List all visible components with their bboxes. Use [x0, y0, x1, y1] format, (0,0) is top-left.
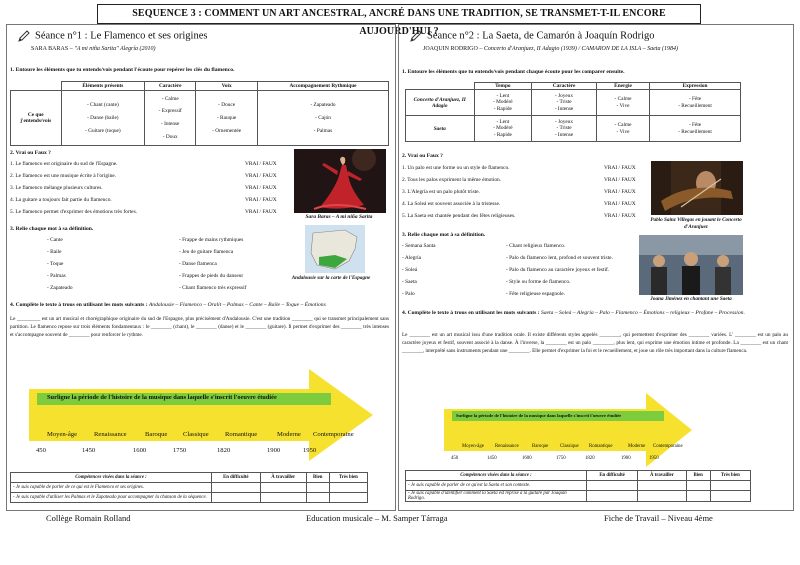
match-definition: - Jeu de guitare flamenca — [179, 249, 234, 255]
match-definition: - Danse flamenca — [179, 261, 217, 267]
left-competences-table: Compétences visées dans la séance : En difficulté À travailler Bien Très bien - Je suis capable de parler de ce qui est le Flamenco et ses origines. - Je suis capable d'utiliser les Palmas et le Zapateado pour accompagner la chanson de la séquence. — [10, 472, 368, 503]
vf-choice[interactable]: VRAI / FAUX — [245, 161, 277, 167]
period-label[interactable]: Classique — [560, 444, 579, 449]
footer-sheet: Fiche de Travail – Niveau 4ème — [604, 513, 713, 523]
vf-statement: 4. La guitare a toujours fait partie du flamenco. — [10, 197, 112, 203]
vf-choice[interactable]: VRAI / FAUX — [604, 213, 636, 219]
period-label[interactable]: Baroque — [145, 431, 168, 438]
match-definition: - Chant religieux flamenco. — [506, 243, 566, 249]
vf-statement: 5. La Saeta est chantée pendant des fêtes religieuses. — [402, 213, 516, 219]
match-definition: - Palo du flamenco au caractère joyeux et festif. — [506, 267, 610, 273]
left-seance-title: Séance n°1 : Le Flamenco et ses origines — [35, 30, 208, 42]
comp-checkbox[interactable] — [306, 483, 329, 493]
period-year: 450 — [36, 447, 46, 454]
comp-checkbox[interactable] — [260, 483, 306, 493]
vf-choice[interactable]: VRAI / FAUX — [245, 209, 277, 215]
right-cloze-text[interactable]: Le ________ est un art musical issu d'une tradition orale. Il existe différents styles appelés ________, qui permettent d'exprimer des ________ variées. L' ________ est un palo au caractère joyeux et festif, souvent associé à la danse. À l'inverse, la ________ est un palo ________, plus lent, qui exprime une émotion intime et profonde. La ________ est un chant ________, interprété sans instruments pendant une ________. Elle permet d'exprimer la foi et le recueillement, et joue un rôle très important dans la culture flamenca. — [402, 332, 788, 355]
right-q1: 1. Entoure les éléments que tu entends/vois pendant chaque écoute pour les comparer ensuite. — [402, 69, 625, 75]
period-year: 1900 — [267, 447, 281, 454]
vf-statement: 3. L'Alegría est un palo plutôt triste. — [402, 189, 480, 195]
left-q1: 1. Entoure les éléments que tu entends/vois pendant l'écoute pour repérer les clés du flamenco. — [10, 67, 235, 73]
match-definition: - Chant flamenco très expressif — [179, 285, 247, 291]
match-word: - Alegría — [402, 255, 422, 261]
right-competences-table: Compétences visées dans la séance : En difficulté À travailler Bien Très bien - Je suis capable de parler de ce qu'est la Saeta et son contexte. - Je suis capable d'identifier comment la Saeta est reprise à la guitare par Joaquín Rodrigo. — [405, 470, 751, 502]
period-label[interactable]: Moyen-âge — [47, 431, 78, 438]
comp-checkbox[interactable] — [710, 481, 750, 491]
left-reference: SARA BARAS – "A mi niña Sarita" Alegría (2010) — [31, 46, 156, 52]
comp-checkbox[interactable] — [212, 483, 261, 493]
period-label[interactable]: Renaissance — [94, 431, 127, 438]
right-seance-title: Séance n°2 : La Saeta, de Camarón à Joaquín Rodrigo — [427, 30, 655, 42]
left-worksheet — [6, 24, 396, 511]
comp-checkbox[interactable] — [686, 491, 710, 502]
left-q3: 3. Relie chaque mot à sa définition. — [10, 226, 94, 232]
right-seance-heading — [409, 29, 655, 43]
vf-statement: 2. Le flamenco est une musique écrite à l'origine. — [10, 173, 117, 179]
period-year: 1820 — [585, 456, 595, 461]
right-q4: 4. Complète le texte à trous en utilisant les mots suivants : Saeta – Soleá – Alegría – Palo – Flamenco – Émotions – religieux – Profane – Procession. — [402, 310, 745, 316]
period-year: 1600 — [133, 447, 147, 454]
right-arrow-title: Surligne la période de l'histoire de la musique dans laquelle s'inscrit l'oeuvre étudiée — [456, 413, 622, 418]
match-definition: - Palo du flamenco lent, profond et souvent triste. — [506, 255, 613, 261]
footer-teacher: Education musicale – M. Samper Tárraga — [306, 513, 448, 523]
left-q4: 4. Complète le texte à trous en utilisant les mots suivants : Andalousie – Flamenco – Oralit – Palmas – Cante – Baile – Toque – Émotions — [10, 302, 326, 308]
period-year: 1950 — [303, 447, 317, 454]
right-worksheet — [398, 24, 794, 511]
right-q3: 3. Relie chaque mot à sa définition. — [402, 232, 486, 238]
left-arrow-title: Surligne la période de l'histoire de la musique dans laquelle s'inscrit l'oeuvre étudiée — [47, 394, 277, 401]
period-label[interactable]: Renaissance — [495, 444, 519, 449]
comp-checkbox[interactable] — [710, 491, 750, 502]
period-year: 1900 — [621, 456, 631, 461]
period-label[interactable]: Contemporaine — [313, 431, 354, 438]
left-seance-heading — [17, 29, 207, 43]
match-word: - Semana Santa — [402, 243, 436, 249]
spain-map — [305, 225, 365, 273]
period-year: 1950 — [649, 456, 659, 461]
vf-statement: 1. Un palo est une forme ou un style de flamenco. — [402, 165, 510, 171]
saeta-singer-photo — [639, 235, 743, 295]
vf-statement: 4. La Soleá est souvent associée à la tristesse. — [402, 201, 501, 207]
period-label[interactable]: Baroque — [532, 444, 549, 449]
vf-choice[interactable]: VRAI / FAUX — [604, 189, 636, 195]
vf-choice[interactable]: VRAI / FAUX — [604, 201, 636, 207]
period-year: 1750 — [173, 447, 187, 454]
match-word: - Palo — [402, 291, 415, 297]
period-label[interactable]: Romantique — [589, 444, 613, 449]
comp-checkbox[interactable] — [638, 491, 686, 502]
period-label[interactable]: Contemporaine — [653, 444, 683, 449]
comp-checkbox[interactable] — [260, 493, 306, 503]
period-year: 450 — [451, 456, 459, 461]
left-q2: 2. Vrai ou Faux ? — [10, 150, 51, 156]
match-word: - Cante — [47, 237, 63, 243]
map-caption: Andalousie sur la carte de l'Espagne — [291, 275, 371, 281]
match-definition: - Frappes de pieds du danseur — [179, 273, 244, 279]
comp-checkbox[interactable] — [686, 481, 710, 491]
right-comparison-table: Tempo Caractère Énergie Expression Concerto d'Aranjuez, II Adagio - Lent - Modéré - Rapide - Joyeux - Triste - Intense - Calme - Vive - Fête - Recueillement Saeta - Lent - Modéré - Rapide - Joyeux - Triste - Intense - Calme - Vive - Fête - Recueillement — [405, 82, 741, 142]
match-word: - Toque — [47, 261, 64, 267]
match-word: - Soleá — [402, 267, 418, 273]
vf-statement: 1. Le flamenco est originaire du sud de l'Espagne. — [10, 161, 118, 167]
left-cloze-text[interactable]: Le _________ est un art musical et chorégraphique originaire du sud de l'Espagne, plus précisément d'Andalousie. C'est une tradition ________ qui se transmet principalement sans partition. Le flamenco repose sur trois éléments fondamentaux : le ________ (chant), le ________ (danse) et le ________ (guitare). Il permet d'exprimer des ________ très intenses et s'accompagne souvent de ________ pour renforcer le rythme. — [10, 316, 389, 339]
comp-checkbox[interactable] — [587, 481, 638, 491]
vf-choice[interactable]: VRAI / FAUX — [245, 173, 277, 179]
period-label[interactable]: Moyen-âge — [462, 444, 484, 449]
vf-choice[interactable]: VRAI / FAUX — [245, 197, 277, 203]
comp-checkbox[interactable] — [329, 493, 367, 503]
right-reference: JOAQUIN RODRIGO – Concerto d'Aranjuez, II Adagio (1939) / CAMARON DE LA ISLA – Saeta (1984) — [423, 46, 678, 52]
vf-choice[interactable]: VRAI / FAUX — [604, 177, 636, 183]
match-definition: - Fête religieuse espagnole. — [506, 291, 565, 297]
pencil-icon — [17, 29, 31, 43]
right-q2: 2. Vrai ou Faux ? — [402, 153, 443, 159]
footer-school: Collège Romain Rolland — [46, 513, 131, 523]
period-label[interactable]: Moderne — [277, 431, 301, 438]
vf-statement: 5. Le flamenco permet d'exprimer des émotions très fortes. — [10, 209, 138, 215]
match-word: - Baile — [47, 249, 62, 255]
vf-choice[interactable]: VRAI / FAUX — [604, 165, 636, 171]
left-listening-table: Éléments présents Caractère Voix Accompagnement Rythmique Ce que j'entends/vois - Chant (cante) - Danse (baile) - Guitare (toque) - Calme - Expressif - Intense - Doux - Douce - Rauque - Ornementée - Zapateado - Cajón - Palmas — [10, 81, 389, 146]
vf-choice[interactable]: VRAI / FAUX — [245, 185, 277, 191]
guitarist-photo — [651, 161, 743, 215]
match-definition: - Frappe de mains rythmiques — [179, 237, 244, 243]
singer-photo-caption: Joana Jiménez en chantant une Saeta — [650, 296, 732, 302]
vf-statement: 2. Tous les palos expriment la même émotion. — [402, 177, 502, 183]
match-definition: - Style ou forme de flamenco. — [506, 279, 571, 285]
period-year: 1450 — [487, 456, 497, 461]
vf-statement: 3. Le flamenco mélange plusieurs cultures. — [10, 185, 103, 191]
dancer-photo-caption: Sara Baras – A mi niña Sarita — [305, 214, 373, 220]
match-word: - Saeta — [402, 279, 417, 285]
pencil-icon — [409, 29, 423, 43]
period-year: 1820 — [217, 447, 231, 454]
period-label[interactable]: Moderne — [628, 444, 646, 449]
left-timeline-arrow — [29, 367, 374, 463]
sequence-title: SEQUENCE 3 : COMMENT UN ART ANCESTRAL, ANCRÉ DANS UNE TRADITION, SE TRANSMET-T-IL ENCORE AUJOURD'HUI ? — [97, 4, 701, 24]
comp-checkbox[interactable] — [638, 481, 686, 491]
comp-checkbox[interactable] — [587, 491, 638, 502]
period-label[interactable]: Romantique — [225, 431, 258, 438]
match-word: - Zapateado — [47, 285, 73, 291]
flamenco-dancer-photo — [294, 149, 386, 213]
comp-checkbox[interactable] — [306, 493, 329, 503]
match-word: - Palmas — [47, 273, 66, 279]
period-year: 1600 — [522, 456, 532, 461]
period-label[interactable]: Classique — [183, 431, 209, 438]
period-year: 1450 — [82, 447, 96, 454]
period-year: 1750 — [556, 456, 566, 461]
guitarist-photo-caption: Pablo Sainz Villegas en jouant le Concerto d'Aranjuez — [650, 217, 742, 230]
comp-checkbox[interactable] — [329, 483, 367, 493]
comp-checkbox[interactable] — [212, 493, 261, 503]
